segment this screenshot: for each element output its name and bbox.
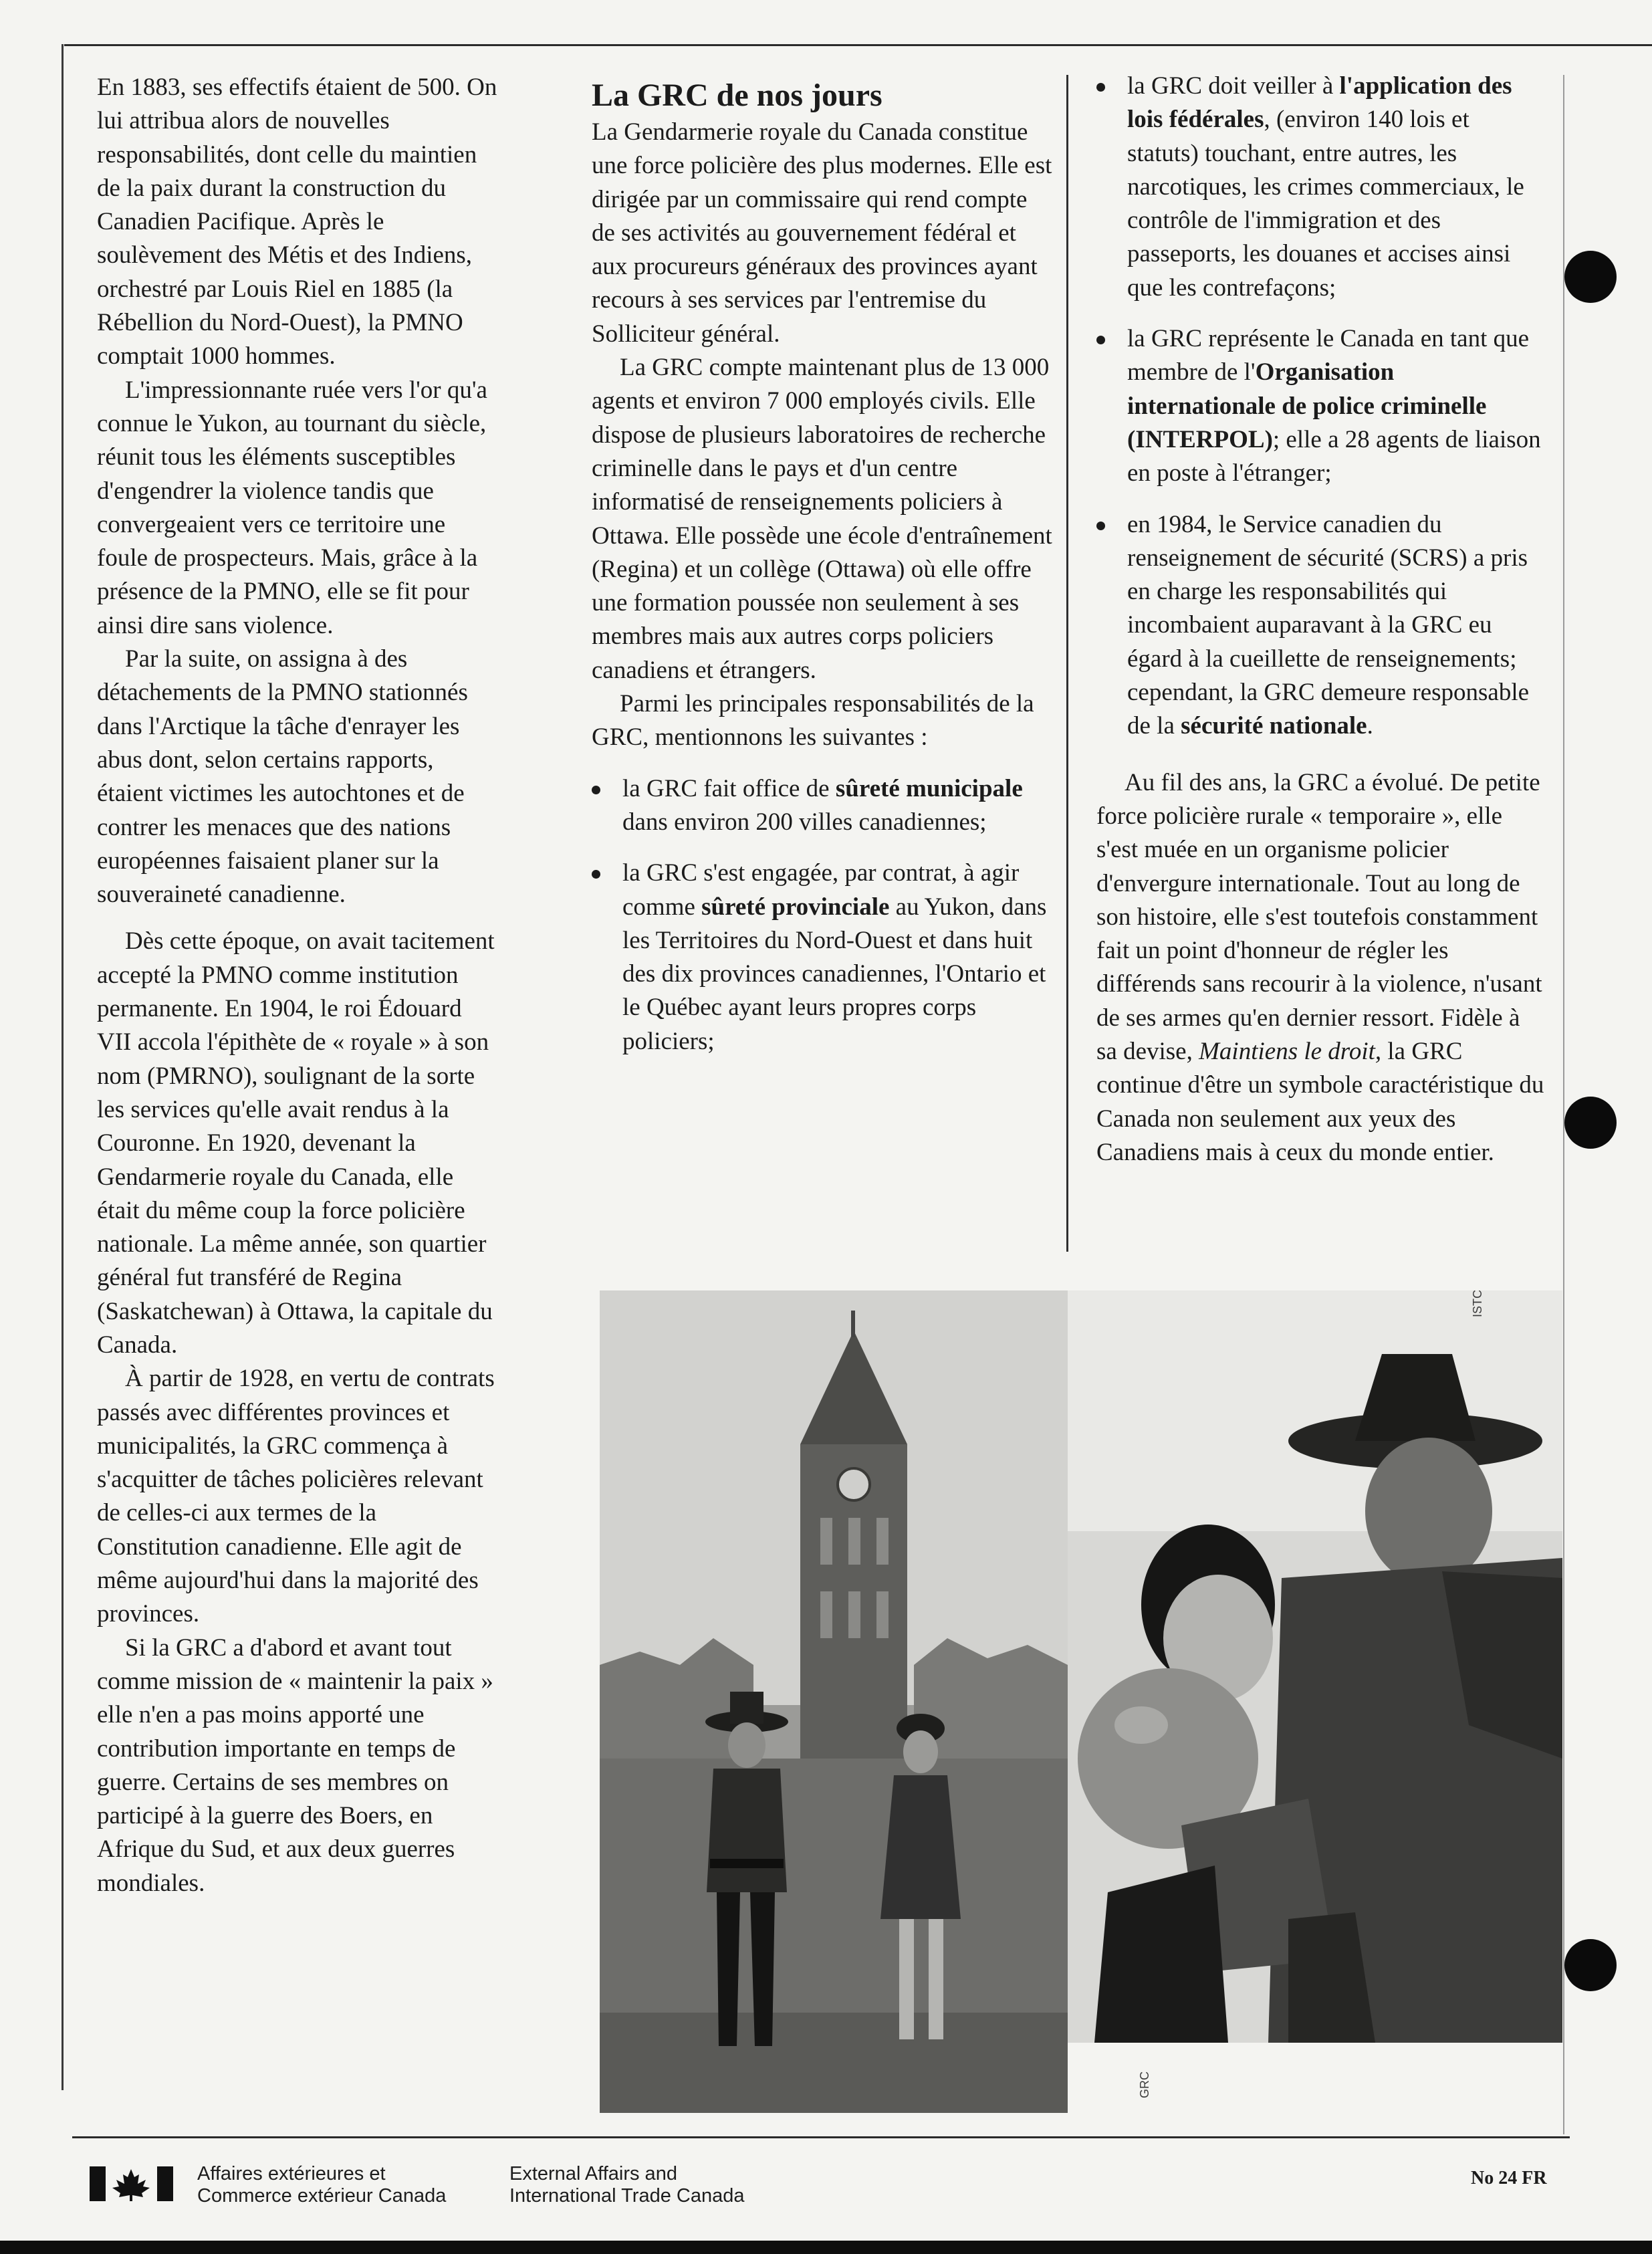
parliament-photo-illustration	[600, 1290, 1068, 2113]
column-history	[97, 71, 498, 1900]
punch-hole	[1564, 1939, 1617, 1991]
paragraph: La GRC compte maintenant plus de 13 000 agents et environ 7 000 employés civils. Elle dispose de plusieurs laboratoires de recherche criminelle dans le pays et d'un centre informatisé de renseignements policiers à Ottawa. Elle possède une école d'entraînement (Regina) et un collège (Ottawa) où elle offre une formation poussée non seulement à ses membres mais aux autres corps policiers canadiens et étrangers.	[592, 354, 1052, 684]
footer-rule	[72, 2136, 1570, 2138]
top-rule	[64, 44, 1652, 46]
paragraph: Dès cette époque, on avait tacitement accepté la PMNO comme institution permanente. En 1904, le roi Édouard VII accola l'épithète de « royale » à son nom (PMRNO), soulignant de la sorte les services qu'elle avait rendus à la Couronne. En 1920, devenant la Gendarmerie royale du Canada, elle était du même coup la force policière nationale. La même année, son quartier général fut transféré de Regina (Saskatchewan) à Ottawa, la capitale du Canada.	[97, 927, 495, 1359]
column-divider-rule	[1066, 75, 1068, 1252]
photo-credit: ISTC	[1471, 1289, 1484, 1317]
punch-hole	[1564, 251, 1617, 303]
list-item: la GRC représente le Canada en tant que membre de l'Organisation internationale de police criminelle (INTERPOL); elle a 28 agents de liaison en poste à l'étranger;	[1096, 322, 1544, 490]
responsibilities-list-continued	[1096, 70, 1544, 744]
photo-credit: GRC	[1138, 2071, 1151, 2098]
scan-edge	[0, 2241, 1652, 2254]
document-number: No 24 FR	[1471, 2168, 1547, 2188]
paragraph: En 1883, ses effectifs étaient de 500. On lui attribua alors de nouvelles responsabilités, dont celle du maintien de la paix durant la construction du Canadien Pacifique. Après le soulèvement des Métis et des Indiens, orchestré par Louis Riel en 1885 (la Rébellion du Nord-Ouest), la PMNO comptait 1000 hommes.	[97, 74, 497, 370]
section-heading: La GRC de nos jours	[592, 78, 882, 113]
right-edge-rule	[1563, 75, 1564, 2134]
parliament-photo	[600, 1290, 1068, 2113]
paragraph: Si la GRC a d'abord et avant tout comme mission de « maintenir la paix » elle n'en a pas moins apporté une contribution importante en temps de guerre. Certains de ses membres on participé à la guerre des Boers, en Afrique du Sud, et aux deux guerres mondiales.	[97, 1633, 493, 1897]
responsibilities-list	[592, 772, 1053, 1058]
footer-department-fr: Affaires extérieures et Commerce extérieur Canada	[197, 2163, 447, 2207]
paragraph: Par la suite, on assigna à des détachements de la PMNO stationnés dans l'Arctique la tâche d'enrayer les abus dont, selon certains rapports, étaient victimes les autochtones et de contrer les menaces que des nations européennes faisaient planer sur la souveraineté canadienne.	[97, 645, 468, 909]
footer-department-en: External Affairs and International Trade Canada	[509, 2163, 745, 2207]
mountie-child-photo-illustration	[1068, 1290, 1562, 2043]
paragraph: Au fil des ans, la GRC a évolué. De petite force policière rurale « temporaire », elle s'est muée en un organisme policier d'envergure internationale. Tout au long de son histoire, elle s'est toutefois constamment fait un point d'honneur de régler les différends sans recourir à la violence, n'usant de ses armes qu'en dernier ressort. Fidèle à sa devise, Maintiens le droit, la GRC continue d'être un symbole caractéristique du Canada non seulement aux yeux des Canadiens mais à ceux du monde entier.	[1096, 768, 1544, 1166]
list-item: la GRC doit veiller à l'application des lois fédérales, (environ 140 lois et statuts) touchant, entre autres, les narcotiques, les crimes commerciaux, le contrôle de l'immigration et des passeports, les douanes et accises ainsi que les contrefaçons;	[1096, 70, 1544, 305]
paragraph: À partir de 1928, en vertu de contrats passés avec différentes provinces et municipalités, la GRC commença à s'acquitter de tâches policières relevant de celles-ci aux termes de la Constitution canadienne. Elle agit de même aujourd'hui dans la majorité des provinces.	[97, 1365, 495, 1628]
list-item: la GRC s'est engagée, par contrat, à agir comme sûreté provinciale au Yukon, dans les Territoires du Nord-Ouest et dans huit des dix provinces canadiennes, l'Ontario et le Québec ayant leurs propres corps policiers;	[592, 857, 1053, 1058]
list-item: la GRC fait office de sûreté municipale dans environ 200 villes canadiennes;	[592, 772, 1053, 840]
column-today	[592, 77, 1053, 1058]
canada-flag-icon	[90, 2165, 173, 2203]
list-item: en 1984, le Service canadien du renseignement de sécurité (SCRS) a pris en charge les responsabilités qui incombaient auparavant à la GRC eu égard à la cueillette de renseignements; cependant, la GRC demeure responsable de la sécurité nationale.	[1096, 508, 1544, 744]
paragraph: L'impressionnante ruée vers l'or qu'a connue le Yukon, au tournant du siècle, réunit tous les éléments susceptibles d'engendrer la violence tandis que convergeaient vers ce territoire une foule de prospecteurs. Mais, grâce à la présence de la PMNO, elle se fit pour ainsi dire sans violence.	[97, 376, 487, 639]
punch-hole	[1564, 1097, 1617, 1149]
column-responsibilities	[1096, 70, 1544, 1169]
left-column-rule	[62, 44, 64, 2090]
mountie-child-photo	[1068, 1290, 1562, 2043]
paragraph: La Gendarmerie royale du Canada constitue une force policière des plus modernes. Elle est dirigée par un commissaire qui rend compte de ses activités au gouvernement fédéral et aux procureurs généraux des provinces ayant recours à ses services par l'entremise du Solliciteur général.	[592, 118, 1052, 348]
paragraph: Parmi les principales responsabilités de la GRC, mentionnons les suivantes :	[592, 690, 1034, 752]
